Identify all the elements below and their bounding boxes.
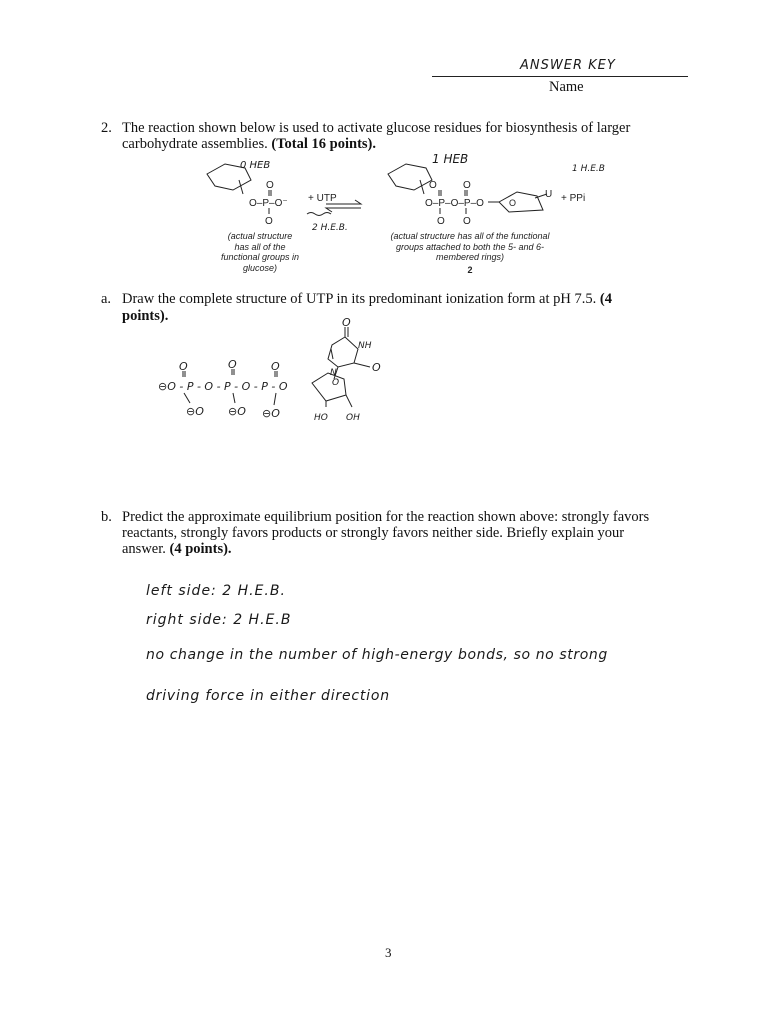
utp-ho-label: HO	[314, 413, 328, 423]
ribose-sugar	[312, 373, 346, 401]
part-a-points: (4	[599, 291, 612, 307]
reactant-p-label: O–P–O⁻	[249, 198, 288, 209]
product-phosphate-label: O–P–O–P–O	[425, 198, 484, 209]
utp-phosphate-chain: ⊖O - P - O - P - O - P - O	[158, 380, 288, 393]
utp-oh-label: OH	[346, 413, 360, 423]
question-number: 2.	[101, 120, 112, 136]
part-a-points-line2: points).	[122, 308, 169, 324]
utp-oxide-3: ⊖O	[262, 407, 280, 420]
svg-text:O: O	[429, 180, 437, 191]
caption-left-line: (actual structure	[227, 231, 293, 241]
svg-text:O: O	[463, 180, 471, 191]
utp-top-o-3: O	[271, 360, 280, 373]
part-b-text: answer.	[122, 541, 166, 557]
caption-right-line: (actual structure has all of the functional	[390, 231, 550, 241]
utp-heb-annotation: 2 H.E.B.	[312, 223, 348, 233]
caption-right-number: 2	[467, 264, 473, 275]
part-b-text-line3	[122, 541, 232, 558]
ribose-ring	[499, 192, 543, 212]
answer-key-label: ANSWER KEY	[520, 58, 616, 73]
utp-base-o-top: O	[342, 316, 351, 329]
answer-line-explanation: no change in the number of high-energy bonds, so no strong	[146, 647, 608, 663]
product-base-label: U	[545, 189, 553, 200]
name-underline	[432, 76, 688, 77]
svg-text:O: O	[437, 216, 445, 227]
reactant-o-top: O	[266, 180, 274, 191]
caption-left-line: functional groups in	[220, 252, 300, 262]
uracil-ring	[328, 337, 358, 367]
name-label: Name	[549, 79, 584, 95]
caption-left-line: has all of the	[234, 241, 286, 252]
part-b-points: (4 points).	[169, 541, 232, 557]
utp-base-o-right: O	[372, 361, 381, 374]
part-b-letter: b.	[101, 509, 112, 525]
ppi-label: + PPi	[561, 193, 586, 204]
utp-label: + UTP	[308, 193, 337, 204]
question-points: (Total 16 points).	[271, 136, 376, 152]
product-ring	[388, 164, 432, 190]
reactant-heb-annotation: 0 HEB	[240, 160, 271, 171]
question-text: carbohydrate assemblies.	[122, 136, 268, 152]
answer-line-conclusion: driving force in either direction	[146, 688, 390, 704]
utp-oxide-1: ⊖O	[186, 405, 204, 418]
caption-right	[370, 231, 570, 275]
utp-base-nh: NH	[358, 341, 372, 351]
answer-line-right-side: right side: 2 H.E.B	[146, 612, 292, 628]
svg-text:O: O	[463, 216, 471, 227]
reactant-o-bottom: O	[265, 216, 273, 227]
utp-oxide-2: ⊖O	[228, 405, 246, 418]
caption-right-line: membered rings)	[435, 252, 505, 262]
page-number: 3	[385, 945, 392, 960]
utp-base-n: N	[330, 368, 337, 378]
caption-left	[205, 231, 315, 273]
utp-structure-drawing	[150, 315, 400, 430]
part-a-letter: a.	[101, 291, 112, 307]
ppi-heb-annotation: 1 H.E.B	[572, 164, 605, 174]
question-text-line1: The reaction shown below is used to activate glucose residues for biosynthesis of larger	[122, 120, 631, 136]
caption-right-line: groups attached to both the 5- and 6-	[395, 241, 545, 252]
utp-ring-o: O	[332, 378, 340, 388]
utp-top-o-1: O	[179, 360, 188, 373]
utp-top-o-2: O	[228, 358, 237, 371]
caption-left-line: glucose)	[242, 262, 278, 273]
part-b-text-line1: Predict the approximate equilibrium position for the reaction shown above: strongly favors	[122, 509, 650, 525]
part-b-text-line2: reactants, strongly favors products or strongly favors neither side. Briefly explain your	[122, 525, 625, 541]
part-a-text: Draw the complete structure of UTP in its predominant ionization form at pH 7.5.	[122, 291, 597, 307]
svg-text:O: O	[509, 198, 517, 208]
answer-line-left-side: left side: 2 H.E.B.	[146, 583, 286, 599]
part-a-text-line1	[122, 291, 612, 308]
product-heb-annotation: 1 HEB	[432, 152, 469, 166]
